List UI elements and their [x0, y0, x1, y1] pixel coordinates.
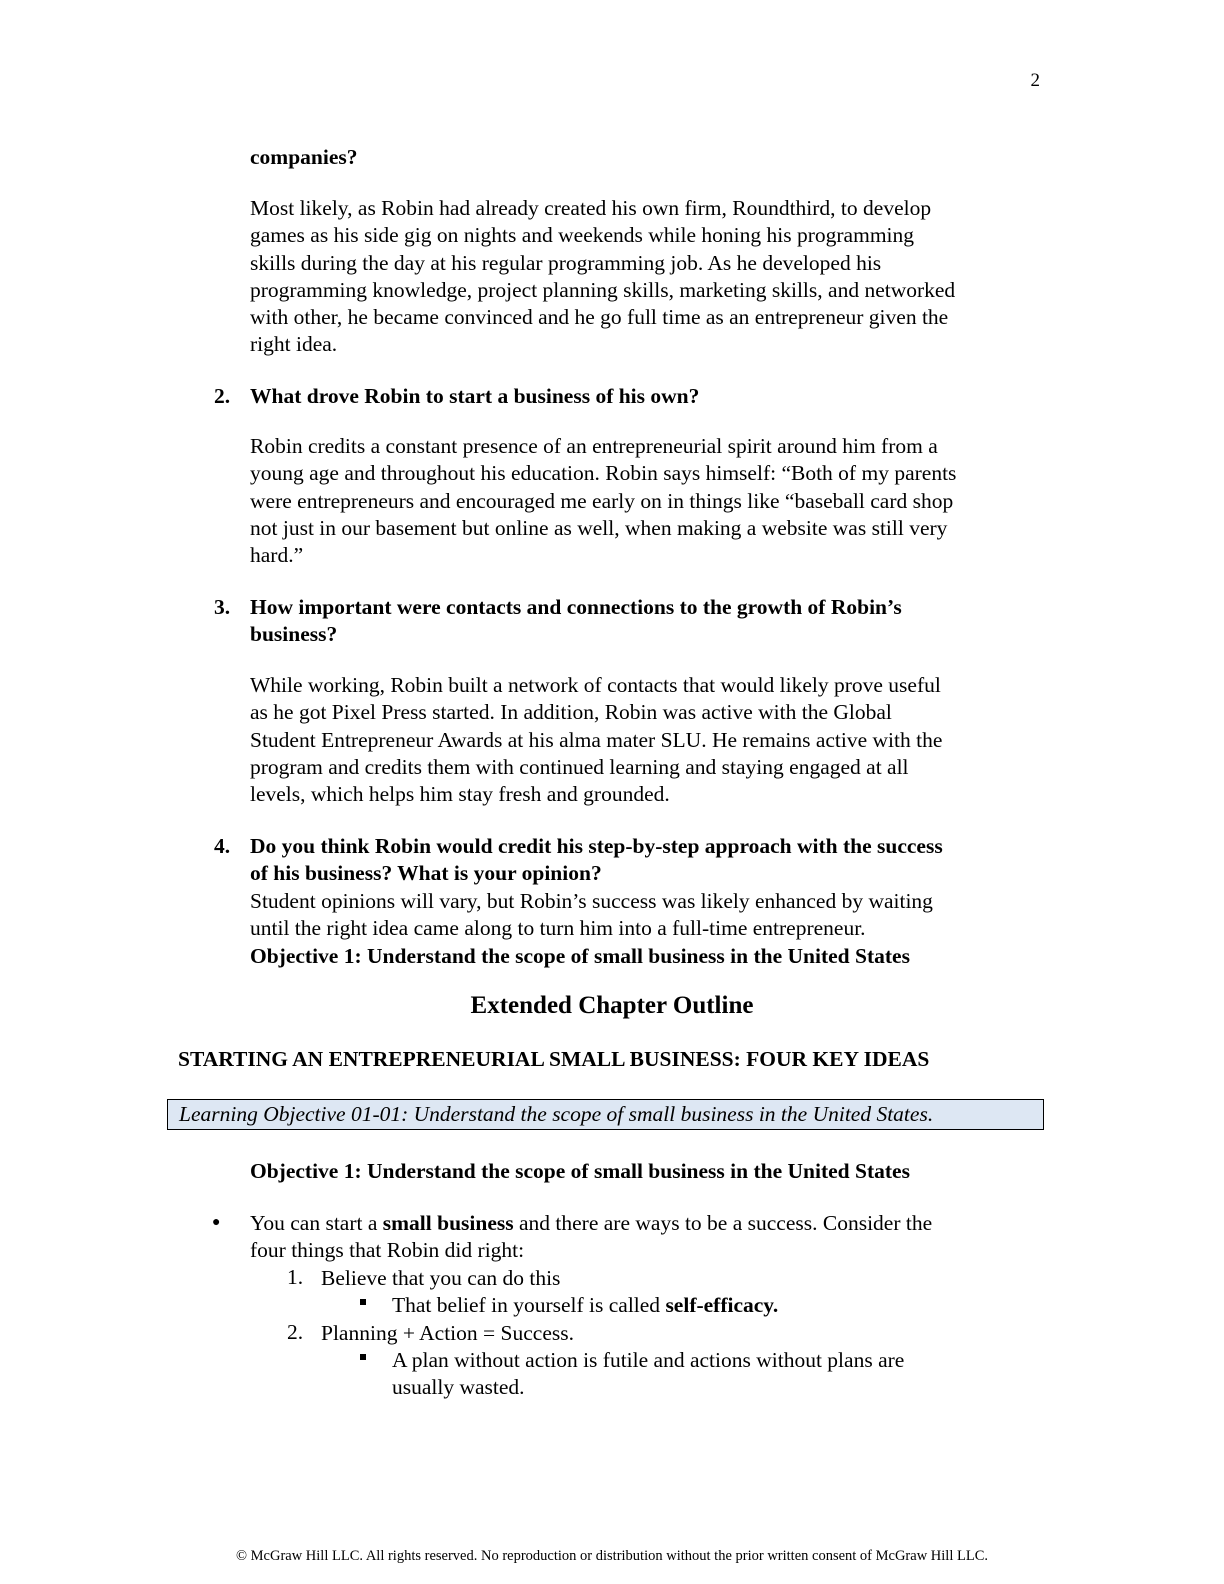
question-1-continued: companies?	[250, 145, 358, 169]
bullet-icon: ●	[212, 1215, 221, 1230]
bullet-keyword: small business	[382, 1211, 514, 1235]
answer-4	[250, 888, 1040, 970]
answer-line: as he got Pixel Press started. In addition, Robin was active with the Global	[250, 700, 892, 725]
answer-line: Student Entrepreneur Awards at his alma mater SLU. He remains active with the	[250, 727, 943, 752]
outline-title: Extended Chapter Outline	[470, 992, 754, 1019]
bullet-line-1	[250, 1210, 1040, 1237]
answer-line: games as his side gig on nights and weekends while honing his programming	[250, 223, 915, 248]
answer-line: skills during the day at his regular programming job. As he developed his	[250, 250, 882, 275]
question-text: How important were contacts and connections to the growth of Robin’s	[250, 595, 902, 619]
answer-line: not just in our basement but online as well, when making a website was still very	[250, 515, 948, 540]
list-item-text: Planning + Action = Success.	[321, 1321, 574, 1345]
bullet-item	[250, 1210, 1040, 1265]
copyright-footer: © McGraw Hill LLC. All rights reserved. No reproduction or distribution without the prior written consent of McGraw Hill LLC.	[236, 1548, 988, 1564]
bullet-text: and there are ways to be a success. Consider the	[513, 1211, 933, 1235]
list-item-text: Believe that you can do this	[321, 1266, 561, 1290]
answer-line: While working, Robin built a network of contacts that would likely prove useful	[250, 673, 941, 697]
sub-bullet	[392, 1292, 1042, 1319]
objective-heading: Objective 1: Understand the scope of small business in the United States	[250, 943, 910, 968]
bullet-text: You can start a	[250, 1211, 383, 1235]
answer-line: Most likely, as Robin had already created his own firm, Roundthird, to develop	[250, 196, 932, 220]
square-bullet-icon	[360, 1299, 366, 1305]
question-number: 4.	[214, 834, 231, 858]
answer-1	[250, 195, 1040, 359]
sub-bullet-text: That belief in yourself is called	[392, 1293, 666, 1317]
section-title: STARTING AN ENTREPRENEURIAL SMALL BUSINESS: FOUR KEY IDEAS	[178, 1047, 930, 1071]
answer-line: Student opinions will vary, but Robin’s success was likely enhanced by waiting	[250, 889, 933, 913]
list-number: 1.	[287, 1265, 304, 1289]
page-number: 2	[1030, 70, 1040, 91]
question-text: of his business? What is your opinion?	[250, 861, 602, 886]
answer-line: right idea.	[250, 332, 338, 357]
answer-line: programming knowledge, project planning skills, marketing skills, and networked	[250, 277, 956, 302]
answer-line: Robin credits a constant presence of an entrepreneurial spirit around him from a	[250, 434, 938, 458]
answer-line: hard.”	[250, 543, 304, 568]
answer-line: until the right idea came along to turn him into a full-time entrepreneur.	[250, 916, 866, 941]
sub-bullet-text: A plan without action is futile and actions without plans are	[392, 1348, 905, 1372]
answer-line: levels, which helps him stay fresh and grounded.	[250, 782, 670, 807]
answer-2	[250, 433, 1040, 569]
sub-bullet-keyword: self-efficacy.	[665, 1293, 779, 1317]
question-text: What drove Robin to start a business of his own?	[250, 384, 700, 408]
answer-3	[250, 672, 1040, 808]
square-bullet-icon	[360, 1354, 366, 1360]
answer-line: with other, he became convinced and he go full time as an entrepreneur given the	[250, 305, 949, 330]
question-number: 3.	[214, 595, 231, 619]
answer-line: were entrepreneurs and encouraged me early on in things like “baseball card shop	[250, 488, 954, 513]
sub-bullet-text: usually wasted.	[392, 1375, 525, 1400]
objective-heading-2: Objective 1: Understand the scope of small business in the United States	[250, 1159, 910, 1183]
list-number: 2.	[287, 1320, 304, 1344]
bullet-line-2: four things that Robin did right:	[250, 1238, 525, 1263]
answer-line: young age and throughout his education. Robin says himself: “Both of my parents	[250, 461, 957, 486]
sub-bullet	[392, 1347, 1042, 1402]
learning-objective-box: Learning Objective 01-01: Understand the scope of small business in the United States.	[167, 1099, 1044, 1130]
question-text: Do you think Robin would credit his step-by-step approach with the success	[250, 834, 943, 858]
answer-line: program and credits them with continued learning and staying engaged at all	[250, 754, 909, 779]
question-text: business?	[250, 622, 338, 647]
question-number: 2.	[214, 384, 231, 408]
